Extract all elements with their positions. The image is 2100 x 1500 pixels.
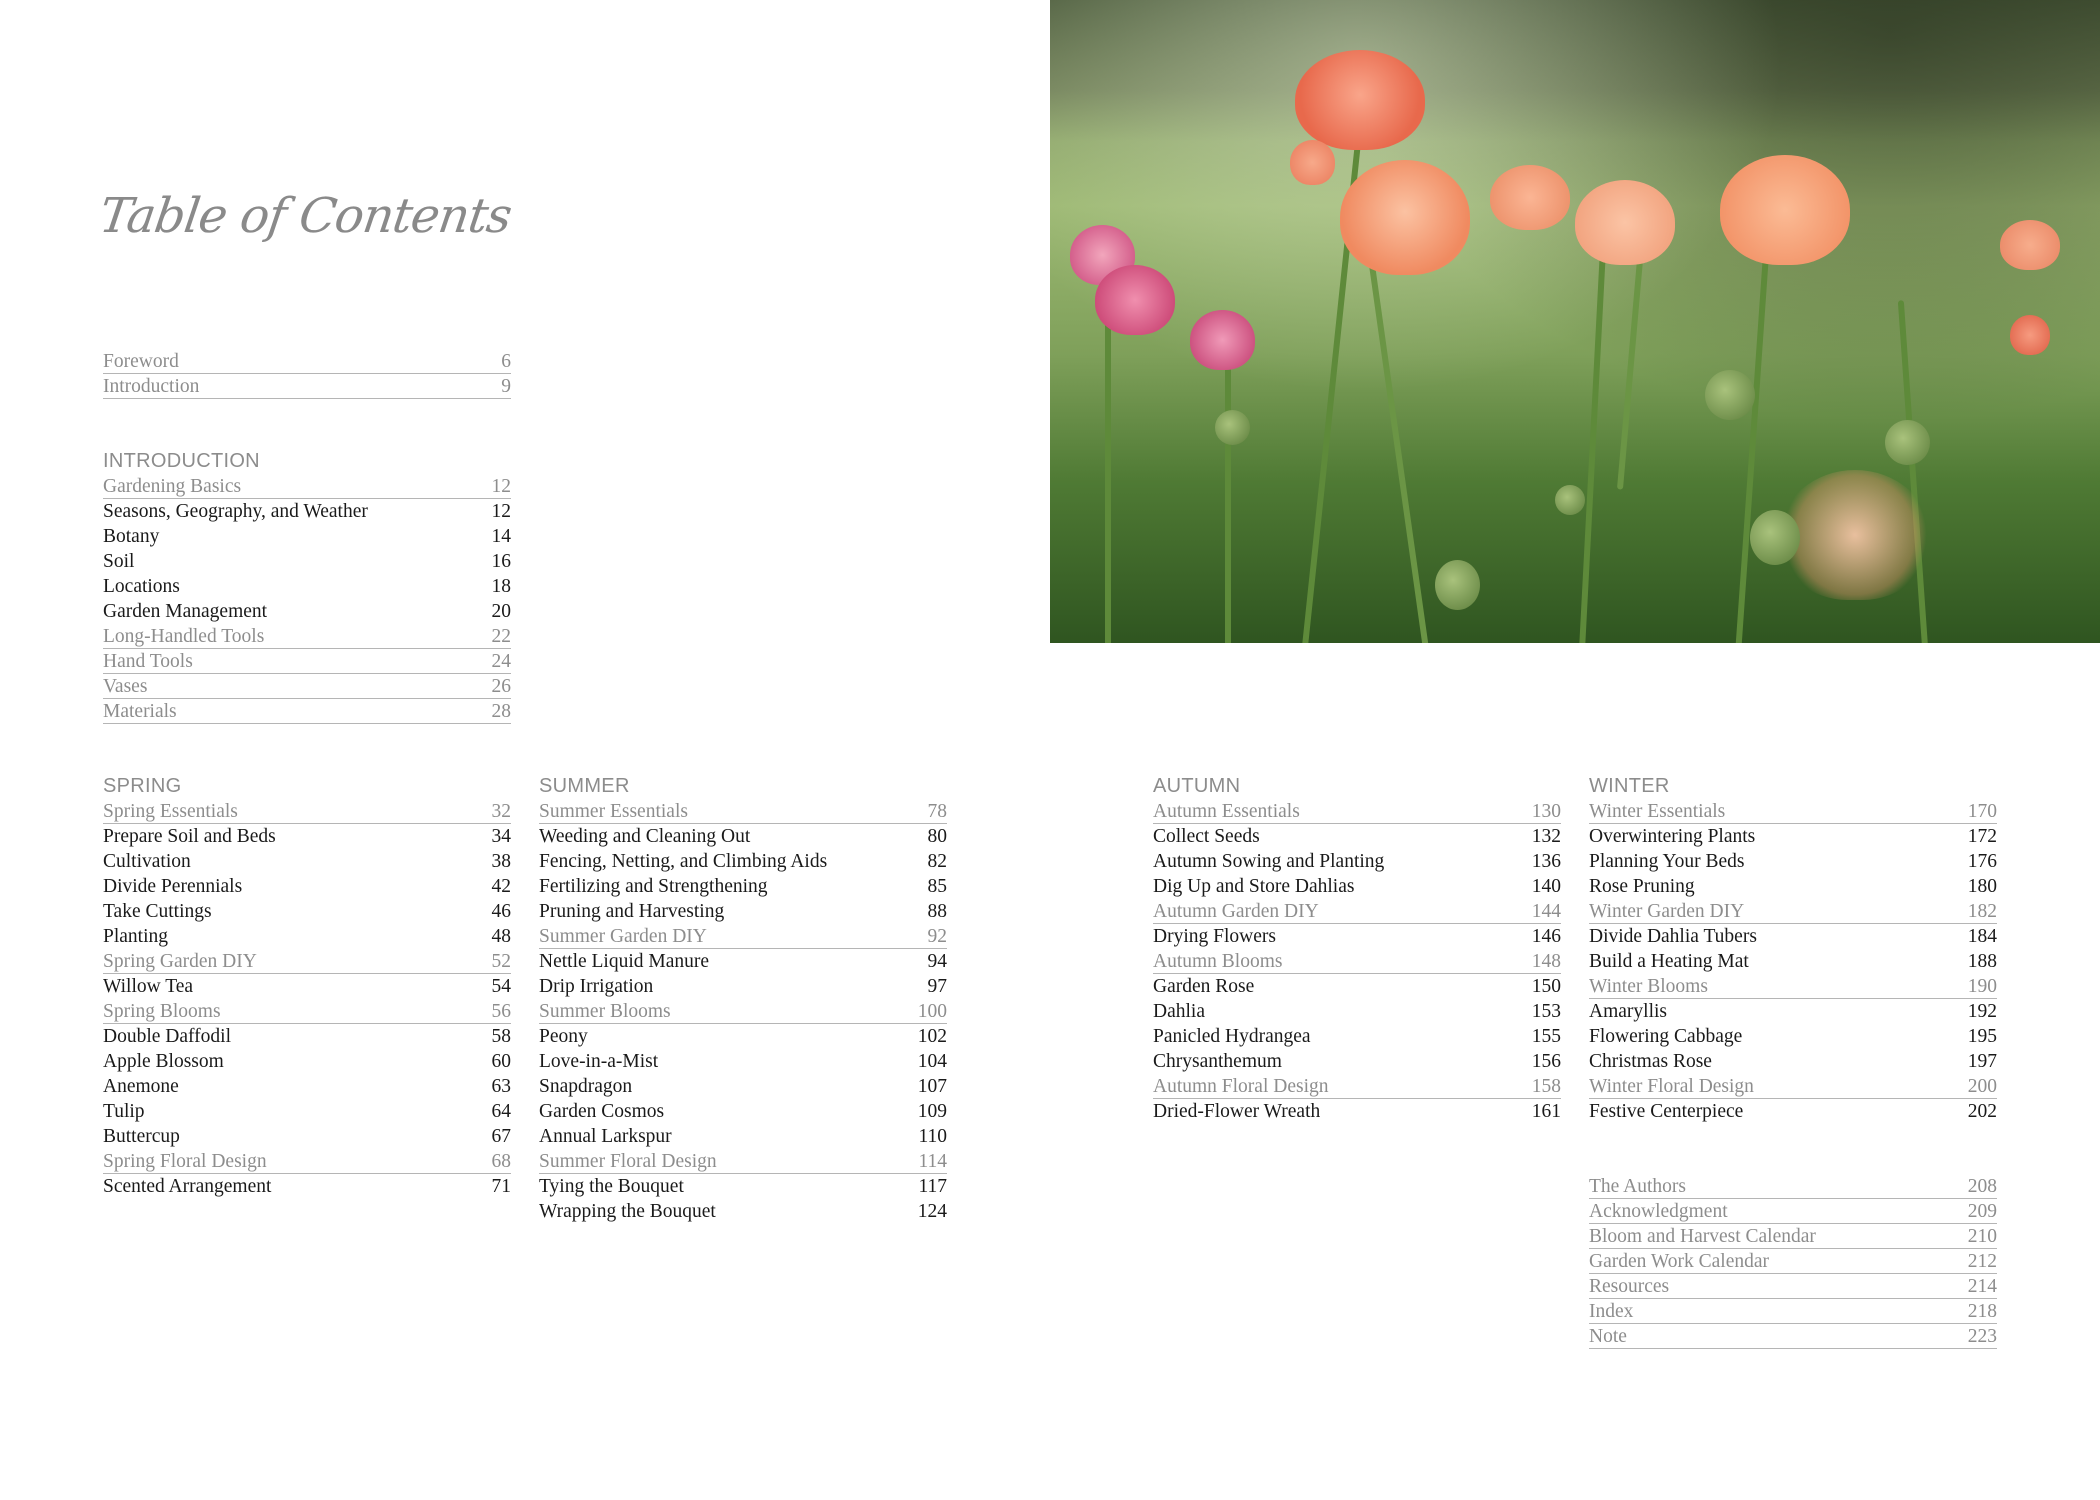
- toc-entry-planting[interactable]: [103, 924, 511, 949]
- entry-page-number: 104: [917, 1051, 947, 1072]
- toc-entry-autumn-essentials[interactable]: [1153, 799, 1561, 824]
- toc-entry-long-handled-tools[interactable]: [103, 624, 511, 649]
- toc-entry-anemone[interactable]: [103, 1074, 511, 1099]
- toc-entry-dig-up-and-store-dahlias[interactable]: [1153, 874, 1561, 899]
- entry-title: Fencing, Netting, and Climbing Aids: [539, 851, 828, 872]
- entry-title: Autumn Blooms: [1153, 951, 1283, 972]
- entry-title: Annual Larkspur: [539, 1126, 672, 1147]
- entry-page-number: 82: [927, 851, 947, 872]
- toc-entry-divide-dahlia-tubers[interactable]: [1589, 924, 1997, 949]
- toc-entry-introduction[interactable]: [103, 374, 511, 399]
- entry-title: Dahlia: [1153, 1001, 1205, 1022]
- entry-page-number: 20: [491, 601, 511, 622]
- entry-page-number: 140: [1531, 876, 1561, 897]
- entry-page-number: 197: [1967, 1051, 1997, 1072]
- toc-entry-note[interactable]: [1589, 1324, 1997, 1349]
- entry-title: Anemone: [103, 1076, 179, 1097]
- entry-page-number: 209: [1967, 1201, 1997, 1222]
- entry-title: Collect Seeds: [1153, 826, 1260, 847]
- entry-page-number: 180: [1967, 876, 1997, 897]
- toc-entry-garden-work-calendar[interactable]: [1589, 1249, 1997, 1274]
- toc-entry-double-daffodil[interactable]: [103, 1024, 511, 1049]
- entry-page-number: 124: [917, 1201, 947, 1222]
- ranunculus-photo: [1050, 0, 2100, 643]
- entry-page-number: 67: [491, 1126, 511, 1147]
- entry-title: Scented Arrangement: [103, 1176, 272, 1197]
- section-spring: [103, 773, 511, 1199]
- entry-title: Summer Garden DIY: [539, 926, 707, 947]
- entry-title: Materials: [103, 701, 177, 722]
- toc-entry-spring-floral-design[interactable]: [103, 1149, 511, 1174]
- entry-page-number: 190: [1967, 976, 1997, 997]
- entry-page-number: 195: [1967, 1026, 1997, 1047]
- entry-title: Divide Dahlia Tubers: [1589, 926, 1757, 947]
- toc-entry-botany[interactable]: [103, 524, 511, 549]
- entry-page-number: 54: [491, 976, 511, 997]
- entry-page-number: 78: [927, 801, 947, 822]
- entry-title: Drying Flowers: [1153, 926, 1276, 947]
- entry-title: Planting: [103, 926, 169, 947]
- entry-page-number: 71: [491, 1176, 511, 1197]
- toc-entry-summer-garden-diy[interactable]: [539, 924, 947, 949]
- entry-page-number: 80: [927, 826, 947, 847]
- entry-title: Summer Blooms: [539, 1001, 671, 1022]
- entry-title: Spring Garden DIY: [103, 951, 257, 972]
- entry-page-number: 188: [1967, 951, 1997, 972]
- toc-entry-willow-tea[interactable]: [103, 974, 511, 999]
- toc-entry-amaryllis[interactable]: [1589, 999, 1997, 1024]
- section-introduction: [103, 448, 511, 724]
- entry-page-number: 68: [491, 1151, 511, 1172]
- toc-entry-the-authors[interactable]: [1589, 1174, 1997, 1199]
- toc-entry-festive-centerpiece[interactable]: [1589, 1099, 1997, 1124]
- entry-page-number: 214: [1967, 1276, 1997, 1297]
- toc-entry-love-in-a-mist[interactable]: [539, 1049, 947, 1074]
- entry-page-number: 85: [927, 876, 947, 897]
- entry-page-number: 64: [491, 1101, 511, 1122]
- section-heading: AUTUMN: [1153, 775, 1241, 797]
- entry-title: Apple Blossom: [103, 1051, 224, 1072]
- section-heading: SUMMER: [539, 775, 630, 797]
- toc-entry-take-cuttings[interactable]: [103, 899, 511, 924]
- entry-title: Autumn Essentials: [1153, 801, 1300, 822]
- entry-page-number: 218: [1967, 1301, 1997, 1322]
- section-autumn: [1153, 773, 1561, 1124]
- toc-entry-rose-pruning[interactable]: [1589, 874, 1997, 899]
- entry-title: Long-Handled Tools: [103, 626, 265, 647]
- entry-title: Garden Cosmos: [539, 1101, 665, 1122]
- toc-entry-drying-flowers[interactable]: [1153, 924, 1561, 949]
- entry-title: Double Daffodil: [103, 1026, 231, 1047]
- entry-page-number: 210: [1967, 1226, 1997, 1247]
- entry-title: Overwintering Plants: [1589, 826, 1756, 847]
- toc-entry-planning-your-beds[interactable]: [1589, 849, 1997, 874]
- toc-entry-annual-larkspur[interactable]: [539, 1124, 947, 1149]
- entry-page-number: 223: [1967, 1326, 1997, 1347]
- entry-title: Vases: [103, 676, 148, 697]
- toc-entry-soil[interactable]: [103, 549, 511, 574]
- toc-entry-fertilizing-and-strengthening[interactable]: [539, 874, 947, 899]
- entry-title: Autumn Floral Design: [1153, 1076, 1329, 1097]
- entry-page-number: 14: [491, 526, 511, 547]
- entry-page-number: 9: [501, 376, 511, 397]
- toc-entry-hand-tools[interactable]: [103, 649, 511, 674]
- entry-title: Index: [1589, 1301, 1634, 1322]
- entry-page-number: 16: [491, 551, 511, 572]
- entry-page-number: 38: [491, 851, 511, 872]
- toc-entry-pruning-and-harvesting[interactable]: [539, 899, 947, 924]
- entry-title: Rose Pruning: [1589, 876, 1695, 897]
- toc-entry-panicled-hydrangea[interactable]: [1153, 1024, 1561, 1049]
- entry-page-number: 161: [1531, 1101, 1561, 1122]
- toc-entry-winter-floral-design[interactable]: [1589, 1074, 1997, 1099]
- toc-entry-autumn-sowing-and-planting[interactable]: [1153, 849, 1561, 874]
- entry-title: Amaryllis: [1589, 1001, 1667, 1022]
- entry-title: Love-in-a-Mist: [539, 1051, 659, 1072]
- toc-entry-christmas-rose[interactable]: [1589, 1049, 1997, 1074]
- toc-entry-tying-the-bouquet[interactable]: [539, 1174, 947, 1199]
- entry-title: Tying the Bouquet: [539, 1176, 684, 1197]
- toc-entry-summer-floral-design[interactable]: [539, 1149, 947, 1174]
- section-heading: SPRING: [103, 775, 182, 797]
- entry-page-number: 172: [1967, 826, 1997, 847]
- toc-entry-autumn-garden-diy[interactable]: [1153, 899, 1561, 924]
- entry-title: Gardening Basics: [103, 476, 242, 497]
- entry-title: Buttercup: [103, 1126, 180, 1147]
- section-winter: [1589, 773, 1997, 1124]
- section-heading: INTRODUCTION: [103, 450, 260, 472]
- entry-title: Spring Floral Design: [103, 1151, 267, 1172]
- toc-entry-vases[interactable]: [103, 674, 511, 699]
- entry-title: Build a Heating Mat: [1589, 951, 1749, 972]
- section-heading: WINTER: [1589, 775, 1670, 797]
- toc-entry-spring-essentials[interactable]: [103, 799, 511, 824]
- front-matter-list: [103, 349, 511, 399]
- entry-page-number: 153: [1531, 1001, 1561, 1022]
- toc-entry-cultivation[interactable]: [103, 849, 511, 874]
- toc-entry-winter-essentials[interactable]: [1589, 799, 1997, 824]
- toc-entry-overwintering-plants[interactable]: [1589, 824, 1997, 849]
- toc-entry-seasons-geography-and-weather[interactable]: [103, 499, 511, 524]
- entry-page-number: 109: [917, 1101, 947, 1122]
- entry-title: Botany: [103, 526, 160, 547]
- entry-title: Wrapping the Bouquet: [539, 1201, 716, 1222]
- entry-title: Note: [1589, 1326, 1627, 1347]
- toc-entry-garden-cosmos[interactable]: [539, 1099, 947, 1124]
- entry-page-number: 12: [491, 501, 511, 522]
- entry-title: Festive Centerpiece: [1589, 1101, 1744, 1122]
- page-title: Table of Contents: [96, 188, 515, 244]
- entry-page-number: 97: [927, 976, 947, 997]
- entry-page-number: 192: [1967, 1001, 1997, 1022]
- entry-page-number: 63: [491, 1076, 511, 1097]
- toc-entry-materials[interactable]: [103, 699, 511, 724]
- entry-title: Hand Tools: [103, 651, 193, 672]
- entry-page-number: 52: [491, 951, 511, 972]
- entry-page-number: 148: [1531, 951, 1561, 972]
- entry-title: Winter Essentials: [1589, 801, 1726, 822]
- entry-page-number: 46: [491, 901, 511, 922]
- entry-page-number: 110: [918, 1126, 947, 1147]
- entry-page-number: 132: [1531, 826, 1561, 847]
- toc-entry-tulip[interactable]: [103, 1099, 511, 1124]
- toc-entry-bloom-and-harvest-calendar[interactable]: [1589, 1224, 1997, 1249]
- entry-title: Willow Tea: [103, 976, 194, 997]
- entry-page-number: 117: [918, 1176, 947, 1197]
- toc-entry-spring-garden-diy[interactable]: [103, 949, 511, 974]
- entry-title: Planning Your Beds: [1589, 851, 1745, 872]
- entry-title: Take Cuttings: [103, 901, 212, 922]
- entry-page-number: 56: [491, 1001, 511, 1022]
- toc-entry-nettle-liquid-manure[interactable]: [539, 949, 947, 974]
- toc-entry-prepare-soil-and-beds[interactable]: [103, 824, 511, 849]
- entry-page-number: 102: [917, 1026, 947, 1047]
- entry-page-number: 22: [491, 626, 511, 647]
- toc-entry-gardening-basics[interactable]: [103, 474, 511, 499]
- entry-title: Fertilizing and Strengthening: [539, 876, 768, 897]
- toc-entry-foreword[interactable]: [103, 349, 511, 374]
- entry-title: Snapdragon: [539, 1076, 633, 1097]
- entry-page-number: 32: [491, 801, 511, 822]
- toc-entry-spring-blooms[interactable]: [103, 999, 511, 1024]
- entry-title: Soil: [103, 551, 135, 572]
- entry-page-number: 155: [1531, 1026, 1561, 1047]
- toc-entry-flowering-cabbage[interactable]: [1589, 1024, 1997, 1049]
- entry-title: Summer Essentials: [539, 801, 688, 822]
- section-summer: [539, 773, 947, 1224]
- entry-title: Chrysanthemum: [1153, 1051, 1282, 1072]
- back-matter-list: [1589, 1174, 1997, 1349]
- entry-title: Winter Blooms: [1589, 976, 1708, 997]
- entry-page-number: 92: [927, 926, 947, 947]
- toc-entry-garden-management[interactable]: [103, 599, 511, 624]
- entry-title: Drip Irrigation: [539, 976, 654, 997]
- entry-title: Autumn Garden DIY: [1153, 901, 1319, 922]
- entry-page-number: 107: [917, 1076, 947, 1097]
- entry-title: Resources: [1589, 1276, 1670, 1297]
- entry-title: Bloom and Harvest Calendar: [1589, 1226, 1816, 1247]
- toc-entry-buttercup[interactable]: [103, 1124, 511, 1149]
- toc-entry-autumn-blooms[interactable]: [1153, 949, 1561, 974]
- entry-title: Peony: [539, 1026, 588, 1047]
- toc-entry-wrapping-the-bouquet[interactable]: [539, 1199, 947, 1224]
- entry-page-number: 156: [1531, 1051, 1561, 1072]
- entry-page-number: 58: [491, 1026, 511, 1047]
- entry-title: Summer Floral Design: [539, 1151, 717, 1172]
- entry-title: Seasons, Geography, and Weather: [103, 501, 368, 522]
- entry-page-number: 184: [1967, 926, 1997, 947]
- entry-title: Cultivation: [103, 851, 191, 872]
- entry-page-number: 136: [1531, 851, 1561, 872]
- toc-entry-winter-blooms[interactable]: [1589, 974, 1997, 999]
- toc-entry-index[interactable]: [1589, 1299, 1997, 1324]
- entry-page-number: 202: [1967, 1101, 1997, 1122]
- toc-entry-winter-garden-diy[interactable]: [1589, 899, 1997, 924]
- entry-title: Christmas Rose: [1589, 1051, 1712, 1072]
- entry-page-number: 170: [1967, 801, 1997, 822]
- toc-entry-garden-rose[interactable]: [1153, 974, 1561, 999]
- entry-page-number: 100: [917, 1001, 947, 1022]
- toc-entry-dried-flower-wreath[interactable]: [1153, 1099, 1561, 1124]
- toc-entry-weeding-and-cleaning-out[interactable]: [539, 824, 947, 849]
- entry-page-number: 176: [1967, 851, 1997, 872]
- entry-page-number: 34: [491, 826, 511, 847]
- toc-entry-autumn-floral-design[interactable]: [1153, 1074, 1561, 1099]
- entry-page-number: 150: [1531, 976, 1561, 997]
- toc-entry-dahlia[interactable]: [1153, 999, 1561, 1024]
- entry-title: Garden Rose: [1153, 976, 1255, 997]
- entry-page-number: 146: [1531, 926, 1561, 947]
- entry-page-number: 144: [1531, 901, 1561, 922]
- entry-page-number: 130: [1531, 801, 1561, 822]
- entry-title: Tulip: [103, 1101, 145, 1122]
- entry-page-number: 48: [491, 926, 511, 947]
- toc-entry-drip-irrigation[interactable]: [539, 974, 947, 999]
- entry-title: Divide Perennials: [103, 876, 243, 897]
- entry-title: Dried-Flower Wreath: [1153, 1101, 1321, 1122]
- entry-title: Prepare Soil and Beds: [103, 826, 276, 847]
- entry-page-number: 88: [927, 901, 947, 922]
- toc-entry-chrysanthemum[interactable]: [1153, 1049, 1561, 1074]
- entry-title: Pruning and Harvesting: [539, 901, 725, 922]
- entry-page-number: 114: [918, 1151, 947, 1172]
- entry-title: Spring Essentials: [103, 801, 238, 822]
- entry-title: Autumn Sowing and Planting: [1153, 851, 1385, 872]
- entry-page-number: 60: [491, 1051, 511, 1072]
- entry-title: Winter Garden DIY: [1589, 901, 1745, 922]
- toc-entry-build-a-heating-mat[interactable]: [1589, 949, 1997, 974]
- toc-entry-peony[interactable]: [539, 1024, 947, 1049]
- entry-page-number: 24: [491, 651, 511, 672]
- entry-page-number: 28: [491, 701, 511, 722]
- entry-title: Foreword: [103, 351, 179, 372]
- entry-page-number: 158: [1531, 1076, 1561, 1097]
- entry-page-number: 94: [927, 951, 947, 972]
- entry-title: Winter Floral Design: [1589, 1076, 1754, 1097]
- entry-page-number: 208: [1967, 1176, 1997, 1197]
- entry-page-number: 200: [1967, 1076, 1997, 1097]
- entry-page-number: 42: [491, 876, 511, 897]
- entry-title: Flowering Cabbage: [1589, 1026, 1743, 1047]
- entry-page-number: 6: [501, 351, 511, 372]
- toc-entry-apple-blossom[interactable]: [103, 1049, 511, 1074]
- toc-entry-locations[interactable]: [103, 574, 511, 599]
- toc-entry-snapdragon[interactable]: [539, 1074, 947, 1099]
- entry-title: Weeding and Cleaning Out: [539, 826, 751, 847]
- entry-page-number: 26: [491, 676, 511, 697]
- entry-title: Garden Management: [103, 601, 268, 622]
- toc-entry-divide-perennials[interactable]: [103, 874, 511, 899]
- toc-entry-fencing-netting-and-climbing-aids[interactable]: [539, 849, 947, 874]
- entry-title: The Authors: [1589, 1176, 1686, 1197]
- entry-page-number: 182: [1967, 901, 1997, 922]
- toc-entry-acknowledgment[interactable]: [1589, 1199, 1997, 1224]
- entry-title: Nettle Liquid Manure: [539, 951, 710, 972]
- entry-title: Panicled Hydrangea: [1153, 1026, 1311, 1047]
- entry-page-number: 12: [491, 476, 511, 497]
- entry-title: Acknowledgment: [1589, 1201, 1728, 1222]
- entry-title: Dig Up and Store Dahlias: [1153, 876, 1355, 897]
- entry-page-number: 18: [491, 576, 511, 597]
- entry-page-number: 212: [1967, 1251, 1997, 1272]
- entry-title: Locations: [103, 576, 180, 597]
- toc-entry-summer-blooms[interactable]: [539, 999, 947, 1024]
- entry-title: Garden Work Calendar: [1589, 1251, 1770, 1272]
- toc-entry-summer-essentials[interactable]: [539, 799, 947, 824]
- toc-entry-resources[interactable]: [1589, 1274, 1997, 1299]
- toc-entry-scented-arrangement[interactable]: [103, 1174, 511, 1199]
- entry-title: Introduction: [103, 376, 200, 397]
- toc-entry-collect-seeds[interactable]: [1153, 824, 1561, 849]
- entry-title: Spring Blooms: [103, 1001, 221, 1022]
